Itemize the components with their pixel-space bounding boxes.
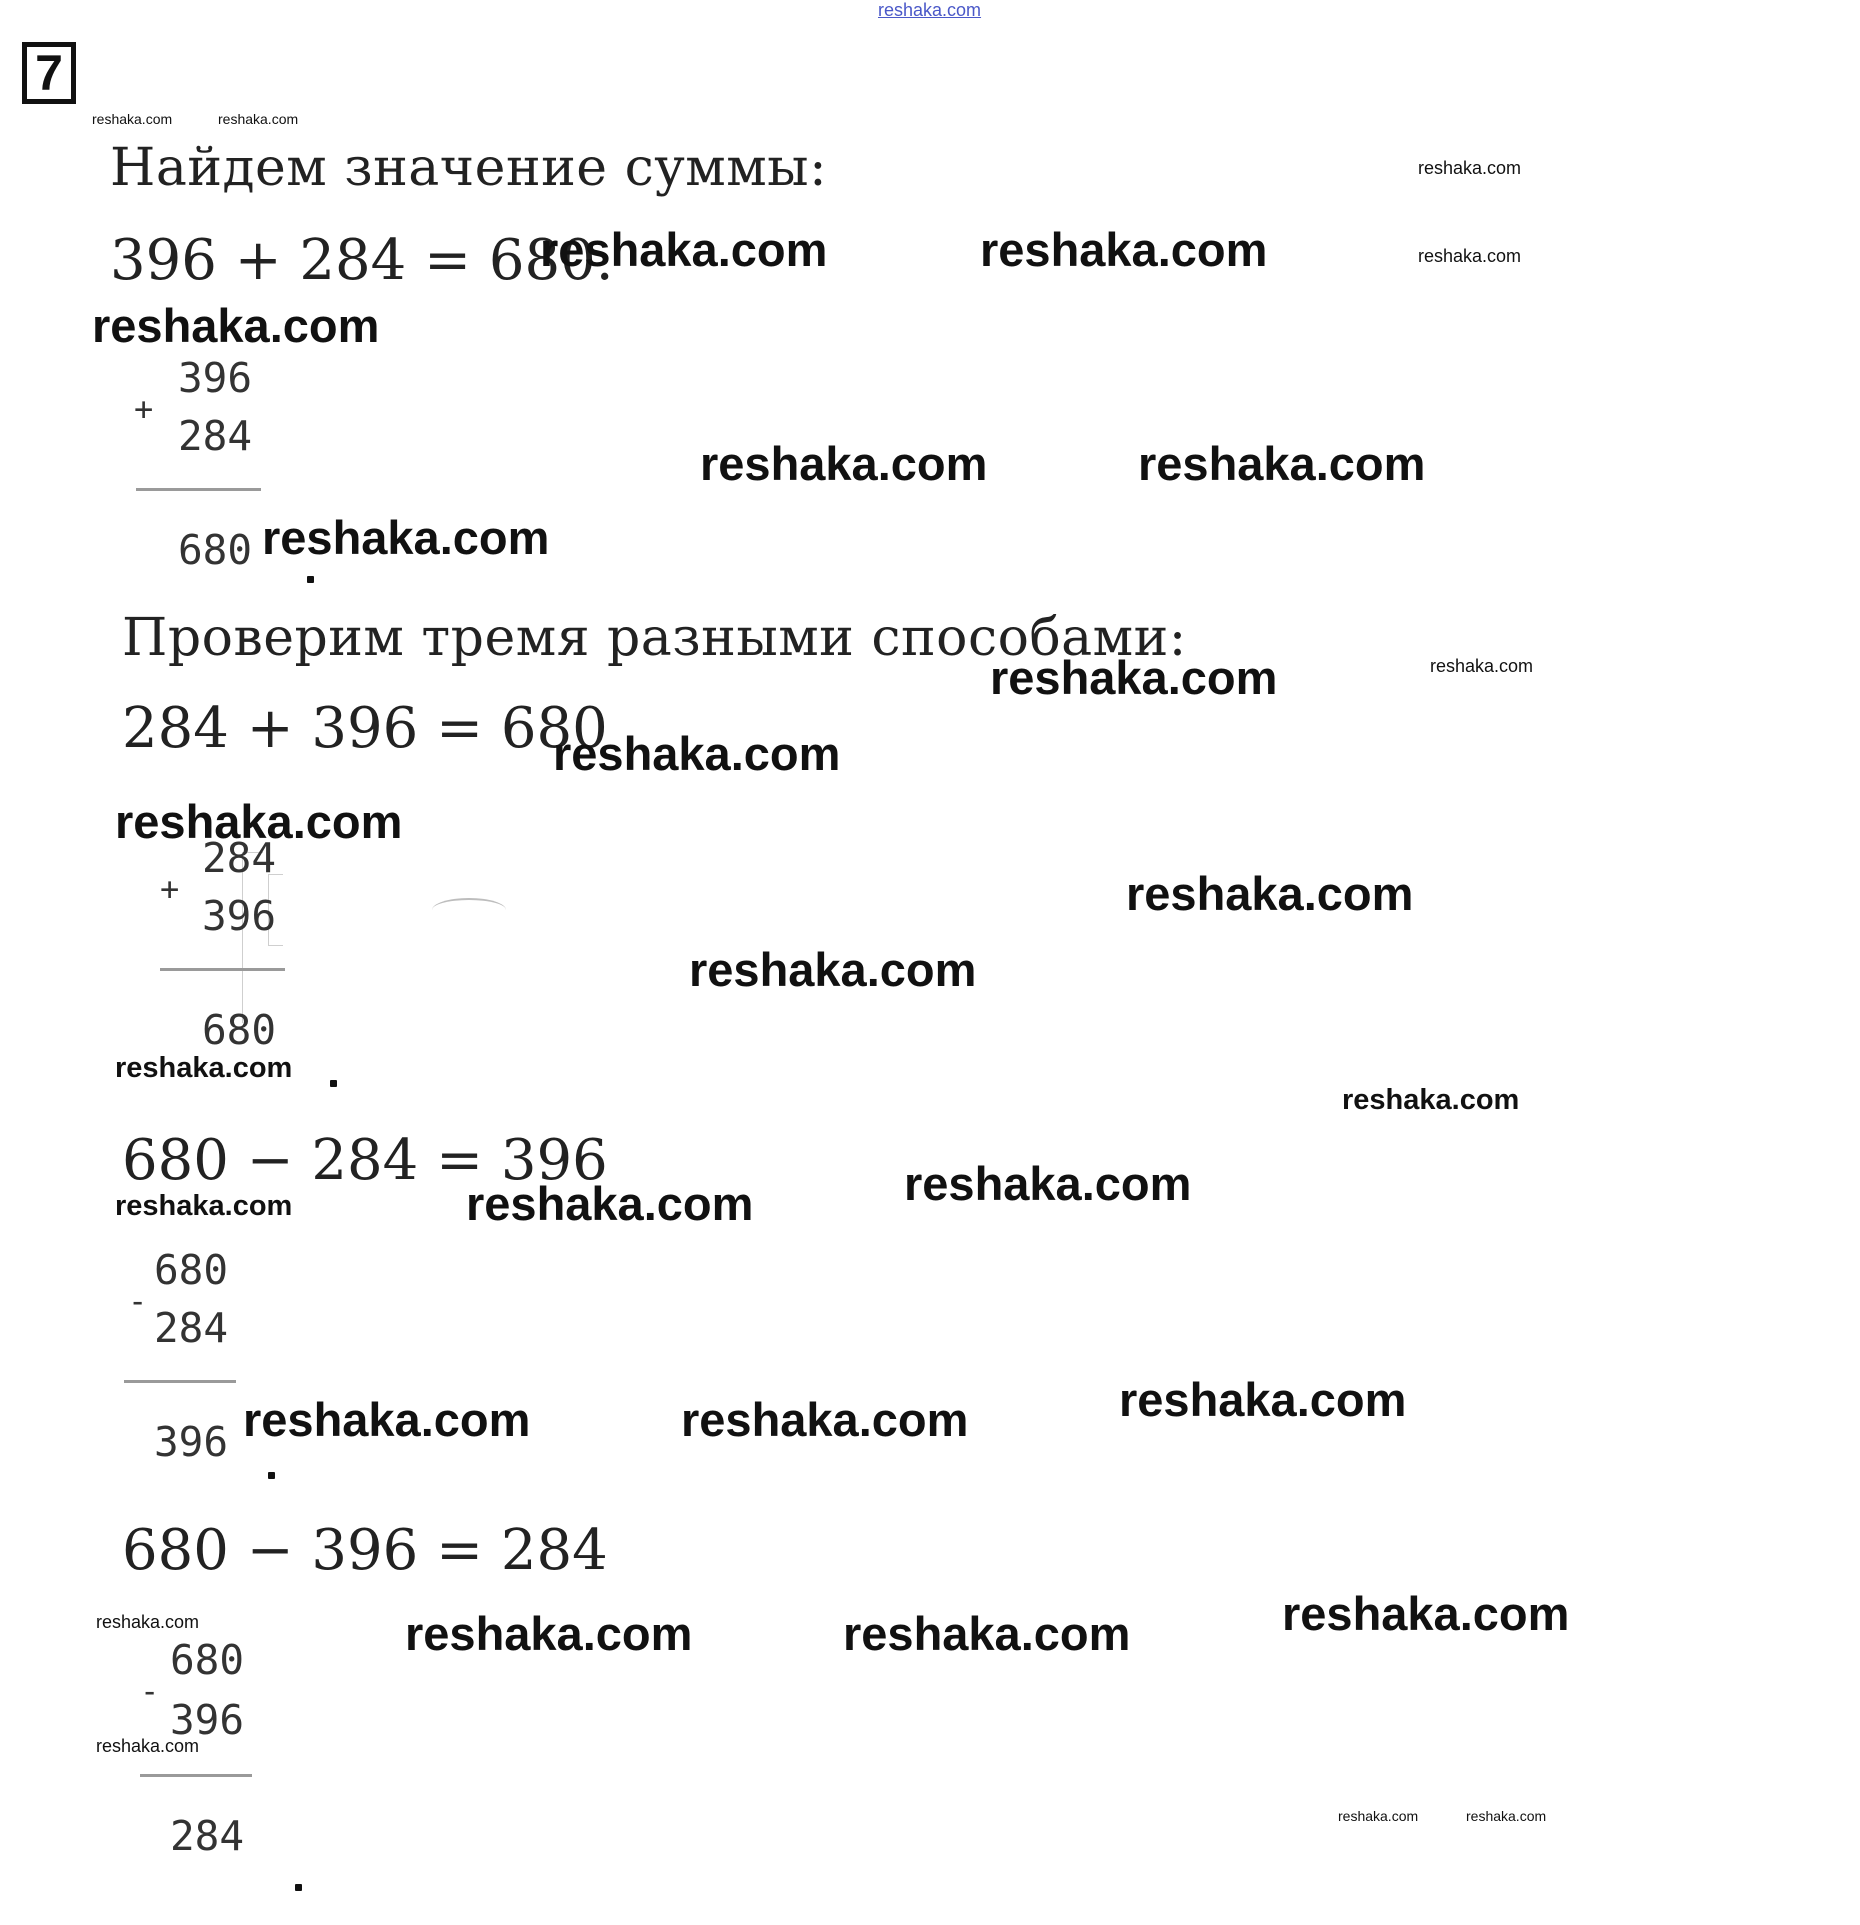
watermark: reshaka.com	[96, 1736, 200, 1756]
column-divider-line	[160, 968, 285, 971]
watermark: reshaka.com	[405, 1607, 693, 1660]
watermark: reshaka.com	[1119, 1373, 1407, 1426]
equation-sum: 396 + 284 = 680.	[110, 228, 614, 293]
watermark: reshaka.com	[700, 437, 988, 490]
column-bottom-number: 396	[170, 1696, 245, 1744]
task-number-badge: 7	[22, 42, 76, 104]
column-top-number: 284	[202, 834, 277, 882]
plus-sign: +	[160, 870, 180, 908]
watermark: reshaka.com	[115, 1052, 293, 1084]
watermark: reshaka.com	[1430, 656, 1534, 676]
watermark: reshaka.com	[92, 299, 380, 352]
plus-sign: +	[134, 390, 154, 428]
watermark: reshaka.com	[1342, 1084, 1520, 1116]
column-result: 284	[170, 1812, 245, 1860]
watermark: reshaka.com	[980, 223, 1268, 276]
period-dot	[307, 576, 314, 583]
watermark: reshaka.com	[466, 1177, 754, 1230]
watermark: reshaka.com	[843, 1607, 1131, 1660]
column-bottom-number: 284	[154, 1304, 229, 1352]
minus-sign: -	[128, 1282, 148, 1320]
top-watermark-link[interactable]: reshaka.com	[878, 0, 982, 20]
column-divider-line	[140, 1774, 252, 1777]
watermark: reshaka.com	[1338, 1808, 1419, 1824]
equation-check-subtraction-2: 680 − 396 = 284	[122, 1518, 608, 1583]
column-top-number: 680	[170, 1636, 245, 1684]
column-result: 680	[202, 1006, 277, 1054]
column-result: 396	[154, 1418, 229, 1466]
watermark: reshaka.com	[553, 727, 841, 780]
watermark: reshaka.com	[1126, 867, 1414, 920]
watermark: reshaka.com	[1418, 158, 1522, 178]
watermark: reshaka.com	[681, 1393, 969, 1446]
period-dot	[268, 1472, 275, 1479]
equation-check-subtraction-1: 680 − 284 = 396	[122, 1128, 608, 1193]
watermark: reshaka.com	[1282, 1587, 1570, 1640]
minus-sign: -	[140, 1672, 160, 1710]
column-top-number: 680	[154, 1246, 229, 1294]
heading-find-sum: Найдем значение суммы:	[110, 138, 828, 198]
watermark: reshaka.com	[96, 1612, 200, 1632]
column-divider-line	[136, 488, 261, 491]
equation-check-sum: 284 + 396 = 680	[122, 696, 608, 761]
watermark: reshaka.com	[1418, 246, 1522, 266]
period-dot	[295, 1884, 302, 1891]
watermark: reshaka.com	[689, 943, 977, 996]
watermark: reshaka.com	[990, 651, 1278, 704]
watermark: reshaka.com	[115, 1190, 293, 1222]
watermark: reshaka.com	[218, 111, 299, 127]
column-divider-line	[124, 1380, 236, 1383]
watermark: reshaka.com	[540, 223, 828, 276]
heading-check-three-ways: Проверим тремя разными способами:	[122, 608, 1187, 668]
watermark: reshaka.com	[262, 511, 550, 564]
column-top-number: 396	[178, 354, 253, 402]
watermark: reshaka.com	[115, 795, 403, 848]
column-result: 680	[178, 526, 253, 574]
period-dot	[330, 1080, 337, 1087]
faint-arc-artifact	[432, 898, 506, 922]
watermark: reshaka.com	[904, 1157, 1192, 1210]
column-bottom-number: 396	[202, 892, 277, 940]
watermark: reshaka.com	[92, 111, 173, 127]
watermark: reshaka.com	[1138, 437, 1426, 490]
column-bottom-number: 284	[178, 412, 253, 460]
watermark: reshaka.com	[243, 1393, 531, 1446]
watermark: reshaka.com	[1466, 1808, 1547, 1824]
